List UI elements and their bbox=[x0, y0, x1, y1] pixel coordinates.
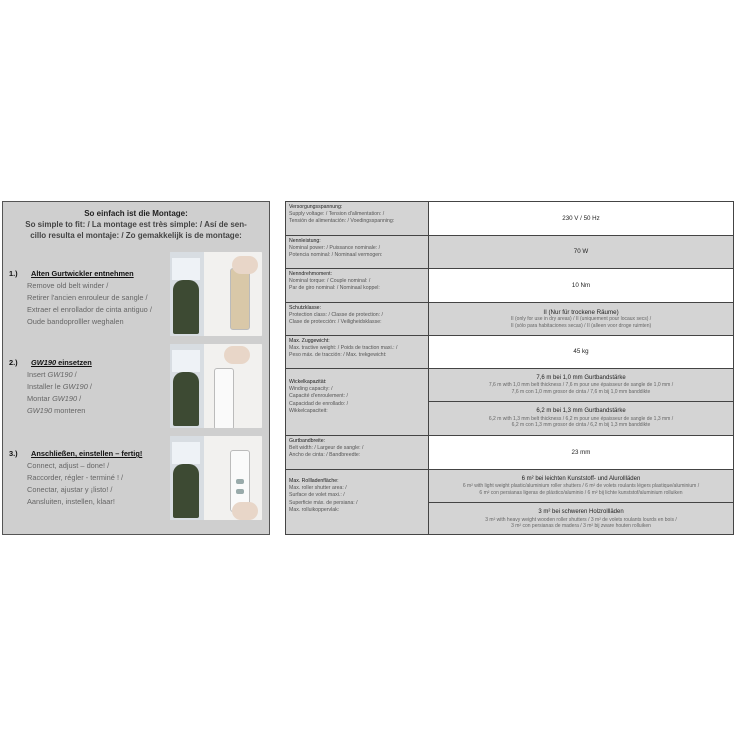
spec-row-protection bbox=[286, 303, 733, 336]
step-3-photo bbox=[170, 436, 262, 520]
spec-label: Schutzklasse: Protection class: / Classe de protection: / Clase de protección: / Veiligheidsklasse: bbox=[286, 303, 429, 335]
step-3 bbox=[9, 448, 167, 508]
montage-subtitle-line: cillo resulta el montaje: / Zo gemakkelijk is de montage: bbox=[30, 231, 242, 240]
spec-value: 70 W bbox=[429, 236, 733, 268]
step-line: Extraer el enrollador de cinta antiguo / bbox=[27, 305, 152, 314]
step-line: Aansluiten, instellen, klaar! bbox=[27, 497, 115, 506]
step-title-text: Alten Gurtwickler entnehmen bbox=[31, 269, 134, 278]
spec-label: Versorgungsspannung: Supply voltage: / Tension d'alimentation: / Tensión de alimentación: / Voedingsspanning: bbox=[286, 202, 429, 235]
spec-label: Max. Rollladenfläche: Max. roller shutter area: / Surface de volet maxi.: / Superficie máx. de persiana: / Max. rolluikoppervlak: bbox=[286, 470, 429, 535]
step-title bbox=[9, 357, 167, 369]
step-line: Montar GW190 / bbox=[27, 394, 82, 403]
step-line: Conectar, ajustar y ¡listo! / bbox=[27, 485, 113, 494]
spec-value: 6,2 m bei 1,3 mm Gurtbandstärke 6,2 m with 1,3 mm belt thickness / 6,2 m pour une épaisseur de sangle de 1,3 mm / 6,2 m con 1,3 mm grosor de cinta / 6,2 m bij 1,3 mm banddikte bbox=[429, 402, 733, 435]
spec-label: Wickelkapazität: Winding capacity: / Capacité d'enroulement: / Capacidad de enrollado: / Wikkelcapaciteit: bbox=[286, 369, 429, 435]
spec-row-area bbox=[286, 470, 733, 535]
step-line: Raccorder, régler - terminé ! / bbox=[27, 473, 124, 482]
step-title-text: einsetzen bbox=[56, 358, 92, 367]
step-title-text: Anschließen, einstellen – fertig! bbox=[31, 449, 143, 458]
step-line: GW190 monteren bbox=[27, 406, 86, 415]
spec-label: Max. Zuggewicht: Max. tractive weight: / Poids de traction maxi.: / Peso máx. de tracción: / Max. trekgewicht: bbox=[286, 336, 429, 368]
spec-row-supply bbox=[286, 202, 733, 236]
step-number: 3.) bbox=[9, 449, 18, 458]
step-1-photo bbox=[170, 252, 262, 336]
spec-row-power bbox=[286, 236, 733, 269]
step-1 bbox=[9, 268, 167, 328]
spec-row-pull bbox=[286, 336, 733, 369]
spec-value: 6 m² bei leichten Kunststoff- und Alurollläden 6 m² with light weight plastic/aluminium roller shutters / 6 m² de volets roulants légers plastique/aluminium / 6 m² con persianas ligeras de plástico/aluminio / 6 m² bij lichte kunststof/aluminium rolluiken bbox=[429, 470, 733, 502]
step-number: 1.) bbox=[9, 269, 18, 278]
spec-table bbox=[285, 201, 734, 535]
spec-value: 10 Nm bbox=[571, 281, 591, 289]
step-2 bbox=[9, 357, 167, 417]
montage-title: So einfach ist die Montage: bbox=[84, 209, 188, 218]
step-line: Remove old belt winder / bbox=[27, 281, 109, 290]
montage-subtitle-line: So simple to fit: / La montage est très simple: / Así de sen- bbox=[25, 220, 247, 229]
spec-value: 3 m² bei schweren Holzrollläden 3 m² with heavy weight wooden roller shutters / 3 m² de volets roulants lourds en bois / 3 m² con persianas de madera / 3 m² bij zware houten rolluiken bbox=[429, 503, 733, 535]
step-title bbox=[9, 448, 167, 460]
step-title bbox=[9, 268, 167, 280]
spec-value: 23 mm bbox=[571, 448, 591, 456]
step-line: Installer le GW190 / bbox=[27, 382, 92, 391]
step-number: 2.) bbox=[9, 358, 18, 367]
spec-value: 230 V / 50 Hz bbox=[562, 214, 600, 222]
spec-row-capacity bbox=[286, 369, 733, 436]
step-line: Oude bandoprolller weghalen bbox=[27, 317, 124, 326]
step-title-product: GW190 bbox=[31, 358, 57, 367]
spec-row-width bbox=[286, 436, 733, 470]
step-2-photo bbox=[170, 344, 262, 428]
montage-header bbox=[3, 208, 269, 241]
spec-label: Nennleistung: Nominal power: / Puissance nominale: / Potencia nominal: / Nominaal vermogen: bbox=[286, 236, 429, 268]
spec-label: Nenndrehmoment: Nominal torque: / Couple nominal: / Par de giro nominal: / Nominaal koppel: bbox=[286, 269, 429, 302]
spec-value: II (Nur für trockene Räume) II (only for use in dry areas) / II (uniquement pour locaux secs) / II (sólo para habitaciones secas) / II (alleen voor droge ruimten) bbox=[429, 303, 733, 335]
spec-value: 7,6 m bei 1,0 mm Gurtbandstärke 7,6 m with 1,0 mm belt thickness / 7,6 m pour une épaisseur de sangle de 1,0 mm / 7,6 m con 1,0 mm grosor de cinta / 7,6 m bij 1,0 mm banddikte bbox=[429, 369, 733, 401]
step-line: Connect, adjust – done! / bbox=[27, 461, 110, 470]
spec-row-torque bbox=[286, 269, 733, 303]
step-line: Insert GW190 / bbox=[27, 370, 77, 379]
step-line: Retirer l'ancien enrouleur de sangle / bbox=[27, 293, 148, 302]
spec-value: 45 kg bbox=[573, 348, 589, 356]
montage-panel bbox=[2, 201, 270, 535]
spec-label: Gurtbandbreite: Belt width: / Largeur de sangle: / Ancho de cinta: / Bandbreedte: bbox=[286, 436, 429, 469]
